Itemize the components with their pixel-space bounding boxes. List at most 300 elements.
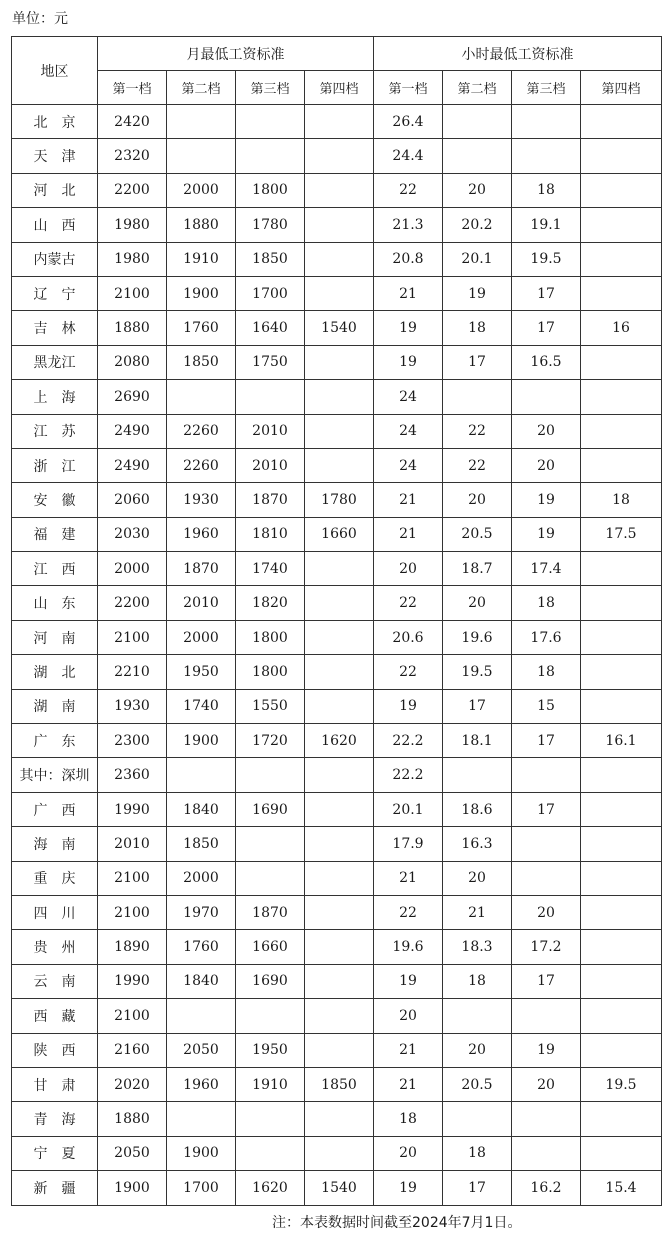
monthly-wage-cell — [305, 345, 374, 379]
hourly-wage-cell: 18 — [374, 1102, 443, 1136]
hourly-wage-cell: 20 — [374, 552, 443, 586]
monthly-wage-cell: 1760 — [167, 311, 236, 345]
monthly-wage-cell — [305, 620, 374, 654]
hourly-wage-cell: 22 — [374, 173, 443, 207]
hourly-wage-cell: 20 — [443, 173, 512, 207]
monthly-wage-cell: 1820 — [236, 586, 305, 620]
monthly-wage-cell: 1550 — [236, 689, 305, 723]
monthly-wage-cell — [167, 105, 236, 139]
region-cell: 湖 南 — [12, 689, 98, 723]
monthly-wage-cell: 1800 — [236, 655, 305, 689]
table-row — [12, 448, 662, 482]
region-cell: 重 庆 — [12, 861, 98, 895]
monthly-wage-cell: 1900 — [98, 1171, 167, 1205]
region-cell: 北 京 — [12, 105, 98, 139]
hourly-wage-cell — [581, 345, 662, 379]
region-cell: 青 海 — [12, 1102, 98, 1136]
monthly-wage-cell: 1900 — [167, 724, 236, 758]
monthly-wage-cell: 1900 — [167, 1136, 236, 1170]
monthly-tier-header: 第三档 — [236, 71, 305, 105]
hourly-wage-cell — [581, 448, 662, 482]
region-cell: 新 疆 — [12, 1171, 98, 1205]
monthly-wage-cell: 1660 — [305, 517, 374, 551]
hourly-wage-cell: 17 — [512, 964, 581, 998]
monthly-wage-cell: 2360 — [98, 758, 167, 792]
region-cell: 江 苏 — [12, 414, 98, 448]
monthly-wage-cell — [305, 999, 374, 1033]
hourly-wage-cell — [512, 380, 581, 414]
monthly-wage-cell: 2000 — [98, 552, 167, 586]
hourly-wage-cell: 20.8 — [374, 242, 443, 276]
hourly-wage-cell: 17.2 — [512, 930, 581, 964]
monthly-wage-cell — [305, 1033, 374, 1067]
monthly-wage-cell: 2420 — [98, 105, 167, 139]
minimum-wage-table — [11, 36, 662, 1206]
hourly-wage-cell: 19 — [512, 1033, 581, 1067]
hourly-tier-header: 第一档 — [374, 71, 443, 105]
monthly-wage-cell: 1840 — [167, 792, 236, 826]
monthly-wage-cell: 2100 — [98, 620, 167, 654]
monthly-wage-cell: 1980 — [98, 208, 167, 242]
hourly-wage-cell: 18 — [512, 586, 581, 620]
hourly-wage-cell — [581, 758, 662, 792]
hourly-wage-cell — [581, 552, 662, 586]
hourly-wage-cell — [581, 105, 662, 139]
region-cell: 辽 宁 — [12, 276, 98, 310]
region-cell: 天 津 — [12, 139, 98, 173]
hourly-wage-cell: 24 — [374, 380, 443, 414]
monthly-wage-cell: 2690 — [98, 380, 167, 414]
hourly-wage-cell: 19.5 — [443, 655, 512, 689]
monthly-wage-cell: 1910 — [167, 242, 236, 276]
hourly-wage-cell — [512, 1102, 581, 1136]
hourly-wage-cell: 22 — [374, 895, 443, 929]
hourly-wage-cell: 22.2 — [374, 758, 443, 792]
hourly-wage-cell — [512, 999, 581, 1033]
monthly-wage-cell: 2100 — [98, 276, 167, 310]
monthly-wage-cell: 2490 — [98, 448, 167, 482]
region-cell: 安 徽 — [12, 483, 98, 517]
hourly-wage-cell — [512, 758, 581, 792]
monthly-wage-cell — [305, 930, 374, 964]
hourly-wage-cell: 26.4 — [374, 105, 443, 139]
monthly-wage-cell: 2010 — [167, 586, 236, 620]
hourly-wage-cell: 22 — [443, 448, 512, 482]
monthly-wage-cell: 1690 — [236, 792, 305, 826]
hourly-wage-cell: 18 — [443, 311, 512, 345]
hourly-wage-cell — [581, 792, 662, 826]
table-body — [12, 105, 662, 1206]
monthly-wage-cell — [167, 380, 236, 414]
monthly-wage-cell: 2200 — [98, 173, 167, 207]
hourly-wage-cell: 20 — [512, 414, 581, 448]
hourly-wage-cell — [581, 414, 662, 448]
hourly-wage-cell — [581, 999, 662, 1033]
monthly-wage-cell: 1850 — [236, 242, 305, 276]
hourly-wage-cell: 16 — [581, 311, 662, 345]
monthly-wage-cell: 1690 — [236, 964, 305, 998]
hourly-wage-cell: 20.1 — [443, 242, 512, 276]
hourly-wage-cell — [581, 930, 662, 964]
table-row — [12, 139, 662, 173]
monthly-wage-cell — [305, 448, 374, 482]
hourly-wage-cell: 20 — [374, 1136, 443, 1170]
monthly-wage-cell: 1800 — [236, 173, 305, 207]
monthly-wage-cell: 1850 — [167, 345, 236, 379]
region-header: 地区 — [12, 37, 98, 105]
unit-label: 单位：元 — [12, 11, 68, 27]
monthly-wage-cell: 1540 — [305, 311, 374, 345]
table-row — [12, 620, 662, 654]
hourly-wage-cell: 16.5 — [512, 345, 581, 379]
hourly-tier-header: 第三档 — [512, 71, 581, 105]
monthly-wage-cell: 1890 — [98, 930, 167, 964]
hourly-wage-cell — [581, 208, 662, 242]
hourly-wage-cell: 22.2 — [374, 724, 443, 758]
hourly-wage-cell — [581, 1033, 662, 1067]
region-cell: 四 川 — [12, 895, 98, 929]
hourly-wage-cell — [581, 242, 662, 276]
monthly-wage-cell: 1740 — [236, 552, 305, 586]
table-row — [12, 517, 662, 551]
monthly-wage-cell: 1930 — [98, 689, 167, 723]
monthly-wage-cell: 1700 — [236, 276, 305, 310]
monthly-wage-cell: 1620 — [305, 724, 374, 758]
monthly-wage-cell: 2320 — [98, 139, 167, 173]
hourly-wage-cell: 18 — [443, 964, 512, 998]
hourly-wage-cell: 24 — [374, 448, 443, 482]
table-row — [12, 208, 662, 242]
hourly-wage-cell: 19 — [374, 311, 443, 345]
hourly-wage-cell: 17 — [512, 792, 581, 826]
table-row — [12, 552, 662, 586]
hourly-wage-cell: 18.1 — [443, 724, 512, 758]
monthly-wage-cell: 2160 — [98, 1033, 167, 1067]
monthly-wage-cell — [305, 414, 374, 448]
monthly-wage-cell: 1960 — [167, 517, 236, 551]
hourly-wage-cell: 17.5 — [581, 517, 662, 551]
hourly-wage-cell — [581, 827, 662, 861]
monthly-wage-cell: 1910 — [236, 1067, 305, 1101]
monthly-wage-cell — [167, 1102, 236, 1136]
hourly-wage-cell: 17 — [512, 311, 581, 345]
hourly-wage-cell: 18 — [512, 173, 581, 207]
hourly-wage-cell — [443, 139, 512, 173]
monthly-wage-cell — [236, 827, 305, 861]
monthly-wage-cell — [305, 964, 374, 998]
monthly-wage-cell — [305, 173, 374, 207]
hourly-group-header: 小时最低工资标准 — [374, 37, 662, 71]
monthly-wage-cell: 2260 — [167, 448, 236, 482]
table-row — [12, 1033, 662, 1067]
monthly-wage-cell: 1950 — [236, 1033, 305, 1067]
hourly-wage-cell — [581, 173, 662, 207]
hourly-wage-cell: 15.4 — [581, 1171, 662, 1205]
hourly-wage-cell: 24 — [374, 414, 443, 448]
hourly-wage-cell: 21 — [374, 861, 443, 895]
region-cell: 宁 夏 — [12, 1136, 98, 1170]
table-row — [12, 380, 662, 414]
monthly-wage-cell: 1990 — [98, 964, 167, 998]
region-cell: 吉 林 — [12, 311, 98, 345]
hourly-wage-cell: 19 — [512, 517, 581, 551]
monthly-wage-cell: 1840 — [167, 964, 236, 998]
monthly-wage-cell — [305, 655, 374, 689]
monthly-wage-cell — [305, 827, 374, 861]
hourly-wage-cell — [512, 1136, 581, 1170]
table-row — [12, 655, 662, 689]
monthly-wage-cell — [236, 1136, 305, 1170]
hourly-wage-cell: 19 — [443, 276, 512, 310]
table-row — [12, 173, 662, 207]
hourly-wage-cell: 19 — [374, 1171, 443, 1205]
region-cell: 广 西 — [12, 792, 98, 826]
monthly-wage-cell — [167, 999, 236, 1033]
hourly-wage-cell — [581, 586, 662, 620]
region-cell: 云 南 — [12, 964, 98, 998]
monthly-wage-cell — [236, 758, 305, 792]
monthly-wage-cell: 1960 — [167, 1067, 236, 1101]
monthly-wage-cell: 1740 — [167, 689, 236, 723]
monthly-wage-cell: 1880 — [98, 1102, 167, 1136]
region-cell: 福 建 — [12, 517, 98, 551]
monthly-wage-cell — [305, 105, 374, 139]
monthly-wage-cell: 1780 — [305, 483, 374, 517]
hourly-wage-cell: 21.3 — [374, 208, 443, 242]
hourly-wage-cell: 17.4 — [512, 552, 581, 586]
hourly-wage-cell — [581, 276, 662, 310]
hourly-wage-cell: 20 — [512, 1067, 581, 1101]
table-row — [12, 311, 662, 345]
monthly-wage-cell: 1750 — [236, 345, 305, 379]
monthly-wage-cell: 2010 — [236, 414, 305, 448]
hourly-wage-cell: 22 — [374, 655, 443, 689]
region-cell: 湖 北 — [12, 655, 98, 689]
table-row — [12, 1067, 662, 1101]
region-cell: 江 西 — [12, 552, 98, 586]
monthly-wage-cell: 1800 — [236, 620, 305, 654]
hourly-wage-cell: 19.6 — [374, 930, 443, 964]
hourly-wage-cell: 19.5 — [512, 242, 581, 276]
hourly-wage-cell — [443, 1102, 512, 1136]
table-row — [12, 724, 662, 758]
hourly-wage-cell: 19.1 — [512, 208, 581, 242]
region-cell: 广 东 — [12, 724, 98, 758]
monthly-wage-cell: 1850 — [305, 1067, 374, 1101]
monthly-wage-cell — [305, 208, 374, 242]
hourly-wage-cell: 22 — [443, 414, 512, 448]
table-row — [12, 930, 662, 964]
monthly-wage-cell: 1540 — [305, 1171, 374, 1205]
monthly-wage-cell: 1780 — [236, 208, 305, 242]
monthly-wage-cell: 2260 — [167, 414, 236, 448]
hourly-wage-cell: 21 — [374, 1033, 443, 1067]
hourly-wage-cell — [581, 380, 662, 414]
hourly-wage-cell: 21 — [374, 483, 443, 517]
hourly-wage-cell — [512, 139, 581, 173]
monthly-group-header: 月最低工资标准 — [98, 37, 374, 71]
table-row — [12, 861, 662, 895]
table-row — [12, 792, 662, 826]
hourly-wage-cell: 18 — [512, 655, 581, 689]
hourly-wage-cell — [581, 1102, 662, 1136]
monthly-wage-cell: 1870 — [167, 552, 236, 586]
hourly-wage-cell — [581, 689, 662, 723]
hourly-wage-cell: 18 — [581, 483, 662, 517]
hourly-wage-cell: 20 — [443, 483, 512, 517]
hourly-wage-cell — [581, 620, 662, 654]
monthly-wage-cell — [305, 1136, 374, 1170]
monthly-wage-cell: 1660 — [236, 930, 305, 964]
hourly-wage-cell: 21 — [374, 276, 443, 310]
hourly-wage-cell: 20.5 — [443, 1067, 512, 1101]
monthly-wage-cell — [305, 895, 374, 929]
hourly-wage-cell: 20.2 — [443, 208, 512, 242]
table-row — [12, 895, 662, 929]
hourly-wage-cell: 18.6 — [443, 792, 512, 826]
monthly-wage-cell: 1970 — [167, 895, 236, 929]
hourly-wage-cell: 20 — [374, 999, 443, 1033]
monthly-wage-cell — [305, 1102, 374, 1136]
monthly-wage-cell: 1870 — [236, 895, 305, 929]
monthly-wage-cell: 1700 — [167, 1171, 236, 1205]
hourly-wage-cell: 19.5 — [581, 1067, 662, 1101]
hourly-wage-cell: 19 — [374, 345, 443, 379]
table-row — [12, 999, 662, 1033]
hourly-wage-cell: 19 — [512, 483, 581, 517]
hourly-wage-cell: 17.6 — [512, 620, 581, 654]
hourly-wage-cell: 17 — [512, 276, 581, 310]
hourly-wage-cell: 17.9 — [374, 827, 443, 861]
hourly-wage-cell — [581, 655, 662, 689]
monthly-wage-cell: 2100 — [98, 861, 167, 895]
hourly-wage-cell: 19 — [374, 689, 443, 723]
region-cell: 内蒙古 — [12, 242, 98, 276]
hourly-wage-cell — [512, 827, 581, 861]
hourly-wage-cell — [581, 139, 662, 173]
hourly-wage-cell — [443, 105, 512, 139]
monthly-wage-cell: 2100 — [98, 999, 167, 1033]
monthly-wage-cell — [236, 999, 305, 1033]
hourly-wage-cell: 20 — [443, 586, 512, 620]
monthly-wage-cell — [305, 792, 374, 826]
monthly-wage-cell: 2200 — [98, 586, 167, 620]
table-row — [12, 1102, 662, 1136]
hourly-wage-cell — [581, 861, 662, 895]
monthly-wage-cell: 1620 — [236, 1171, 305, 1205]
table-row — [12, 586, 662, 620]
monthly-wage-cell — [236, 380, 305, 414]
hourly-wage-cell: 17 — [443, 345, 512, 379]
monthly-wage-cell: 2010 — [236, 448, 305, 482]
monthly-wage-cell: 2000 — [167, 173, 236, 207]
monthly-wage-cell: 2490 — [98, 414, 167, 448]
monthly-tier-header: 第一档 — [98, 71, 167, 105]
monthly-wage-cell — [305, 552, 374, 586]
table-row — [12, 964, 662, 998]
monthly-wage-cell: 2300 — [98, 724, 167, 758]
table-row — [12, 1136, 662, 1170]
monthly-wage-cell: 2000 — [167, 861, 236, 895]
region-cell: 河 南 — [12, 620, 98, 654]
hourly-wage-cell — [443, 380, 512, 414]
hourly-tier-header: 第二档 — [443, 71, 512, 105]
hourly-wage-cell: 19.6 — [443, 620, 512, 654]
monthly-wage-cell: 2060 — [98, 483, 167, 517]
hourly-wage-cell: 24.4 — [374, 139, 443, 173]
hourly-wage-cell: 21 — [374, 1067, 443, 1101]
monthly-wage-cell — [167, 139, 236, 173]
monthly-wage-cell: 1760 — [167, 930, 236, 964]
monthly-wage-cell: 2050 — [98, 1136, 167, 1170]
hourly-wage-cell: 16.2 — [512, 1171, 581, 1205]
monthly-wage-cell — [236, 105, 305, 139]
monthly-wage-cell: 2100 — [98, 895, 167, 929]
region-cell: 陕 西 — [12, 1033, 98, 1067]
monthly-wage-cell — [305, 861, 374, 895]
table-row — [12, 483, 662, 517]
table-row — [12, 1171, 662, 1205]
monthly-wage-cell — [305, 139, 374, 173]
monthly-wage-cell: 1810 — [236, 517, 305, 551]
monthly-wage-cell: 1720 — [236, 724, 305, 758]
table-row — [12, 345, 662, 379]
hourly-wage-cell: 20 — [512, 448, 581, 482]
table-row — [12, 758, 662, 792]
table-row — [12, 827, 662, 861]
monthly-wage-cell: 2000 — [167, 620, 236, 654]
region-cell: 黑龙江 — [12, 345, 98, 379]
monthly-wage-cell — [305, 586, 374, 620]
hourly-wage-cell — [512, 105, 581, 139]
region-cell: 浙 江 — [12, 448, 98, 482]
monthly-wage-cell: 1900 — [167, 276, 236, 310]
monthly-wage-cell — [305, 689, 374, 723]
region-cell: 山 东 — [12, 586, 98, 620]
hourly-wage-cell — [443, 999, 512, 1033]
footnote: 注：本表数据时间截至2024年7月1日。 — [272, 1215, 522, 1231]
hourly-wage-cell: 20 — [443, 1033, 512, 1067]
monthly-wage-cell — [305, 242, 374, 276]
hourly-wage-cell: 17 — [512, 724, 581, 758]
monthly-tier-header: 第二档 — [167, 71, 236, 105]
monthly-wage-cell: 1870 — [236, 483, 305, 517]
monthly-wage-cell: 2030 — [98, 517, 167, 551]
hourly-wage-cell: 18 — [443, 1136, 512, 1170]
monthly-wage-cell: 1880 — [167, 208, 236, 242]
hourly-wage-cell: 20.5 — [443, 517, 512, 551]
hourly-wage-cell: 20.6 — [374, 620, 443, 654]
hourly-wage-cell — [581, 895, 662, 929]
region-cell: 河 北 — [12, 173, 98, 207]
hourly-wage-cell: 16.3 — [443, 827, 512, 861]
monthly-wage-cell: 1930 — [167, 483, 236, 517]
monthly-wage-cell: 1880 — [98, 311, 167, 345]
monthly-wage-cell — [236, 139, 305, 173]
hourly-wage-cell — [512, 861, 581, 895]
hourly-wage-cell: 21 — [374, 517, 443, 551]
table-row — [12, 414, 662, 448]
region-cell: 上 海 — [12, 380, 98, 414]
monthly-wage-cell: 2080 — [98, 345, 167, 379]
hourly-wage-cell: 21 — [443, 895, 512, 929]
monthly-wage-cell: 1990 — [98, 792, 167, 826]
region-cell: 甘 肃 — [12, 1067, 98, 1101]
monthly-wage-cell: 2020 — [98, 1067, 167, 1101]
region-cell: 西 藏 — [12, 999, 98, 1033]
table-row — [12, 689, 662, 723]
hourly-wage-cell — [581, 964, 662, 998]
